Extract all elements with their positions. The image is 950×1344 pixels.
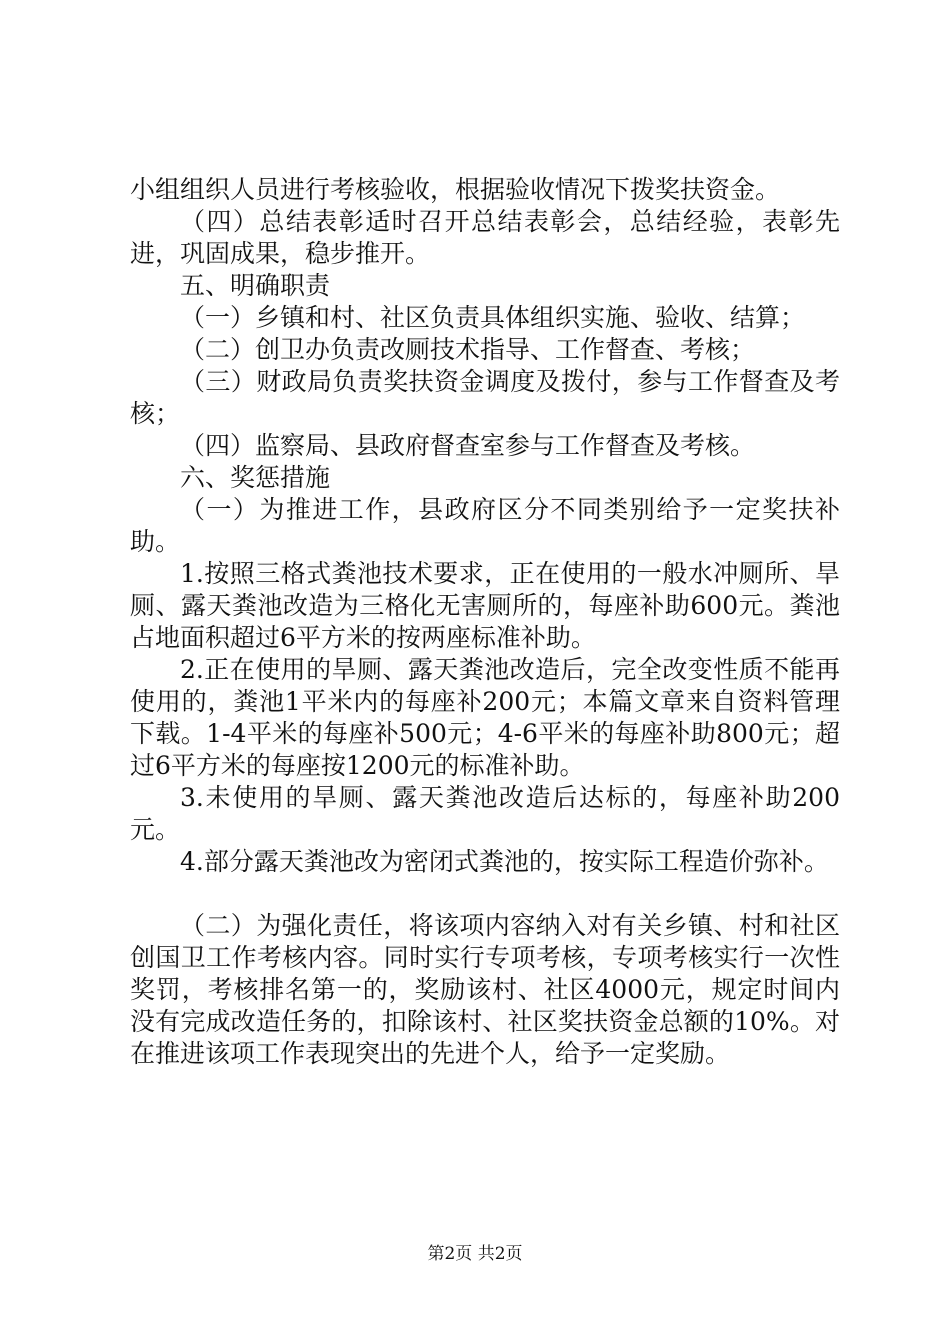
paragraph-responsibility-1: （一）乡镇和村、社区负责具体组织实施、验收、结算； [180, 303, 806, 332]
paragraph-subsidy-item-3: 3.未使用的旱厕、露天粪池改造后达标的，每座补助200元。 [130, 783, 840, 844]
section-heading-rewards-penalties: 六、奖惩措施 [180, 463, 331, 492]
paragraph-accountability: （二）为强化责任，将该项内容纳入对有关乡镇、村和社区创国卫工作考核内容。同时实行专项考核，专项考核实行一次性奖罚，考核排名第一的，奖励该村、社区4000元，规定时间内没有完成改造任务的，扣除该村、社区奖扶资金总额的10%。对在推进该项工作表现突出的先进个人，给予一定奖励。 [130, 911, 840, 1068]
paragraph-subsidy-item-2: 2.正在使用的旱厕、露天粪池改造后，完全改变性质不能再使用的，粪池1平米内的每座补200元；本篇文章来自资料管理下载。1-4平米的每座补500元；4-6平米的每座补助800元；超过6平方米的每座按1200元的标准补助。 [130, 655, 840, 780]
paragraph-responsibility-2: （二）创卫办负责改厕技术指导、工作督查、考核； [180, 335, 756, 364]
paragraph-subsidy-item-4: 4.部分露天粪池改为密闭式粪池的，按实际工程造价弥补。 [180, 847, 829, 876]
paragraph-reward-intro: （一）为推进工作，县政府区分不同类别给予一定奖扶补助。 [130, 495, 840, 556]
paragraph-responsibility-3: （三）财政局负责奖扶资金调度及拨付，参与工作督查及考核； [130, 367, 840, 428]
document-body [130, 174, 840, 1070]
paragraph-subsidy-item-1: 1.按照三格式粪池技术要求，正在使用的一般水冲厕所、旱厕、露天粪池改造为三格化无害厕所的，每座补助600元。粪池占地面积超过6平方米的按两座标准补助。 [130, 559, 840, 652]
paragraph-responsibility-4: （四）监察局、县政府督查室参与工作督查及考核。 [180, 431, 756, 460]
section-heading-responsibilities: 五、明确职责 [180, 271, 331, 300]
page-number-footer: 第2页 共2页 [427, 1244, 523, 1264]
paragraph-continuation: 小组组织人员进行考核验收，根据验收情况下拨奖扶资金。 [130, 175, 781, 204]
paragraph-summary-commendation: （四）总结表彰适时召开总结表彰会，总结经验，表彰先进，巩固成果，稳步推开。 [130, 207, 840, 268]
